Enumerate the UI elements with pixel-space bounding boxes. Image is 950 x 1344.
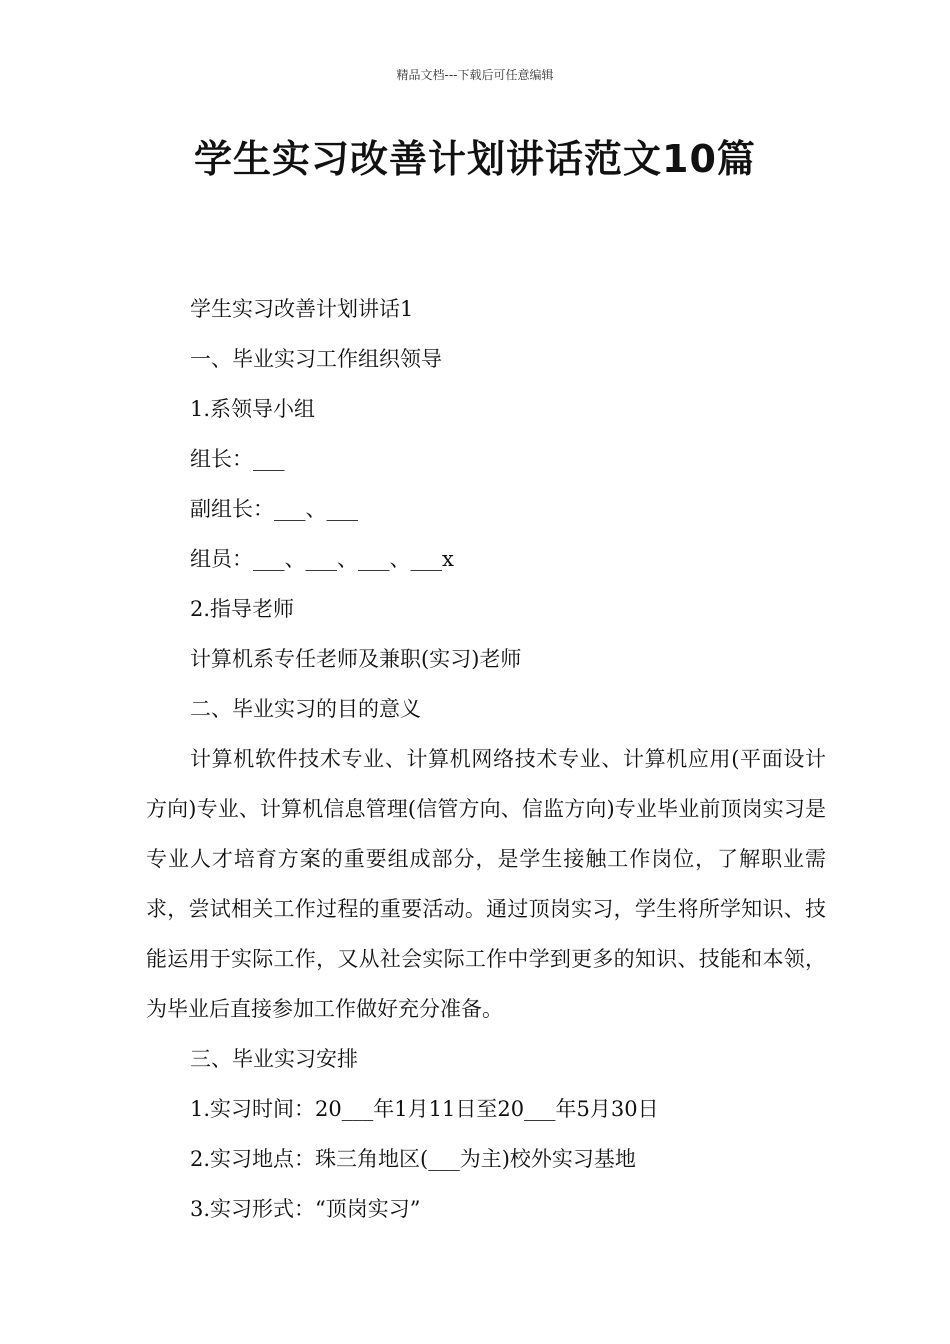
document-title: 学生实习改善计划讲话范文10篇 <box>194 137 756 181</box>
item2-heading: 2.指导老师 <box>190 597 295 621</box>
section-heading: 学生实习改善计划讲话1 <box>190 297 414 321</box>
item1-heading: 1.系领导小组 <box>190 397 316 421</box>
part2-heading: 二、毕业实习的目的意义 <box>190 697 421 721</box>
document-body <box>146 284 826 1234</box>
vice-leader-line: 副组长：___、___ <box>190 497 358 521</box>
header-note: 精品文档---下载后可任意编辑 <box>396 68 554 82</box>
location-line: 2.实习地点：珠三角地区(___为主)校外实习基地 <box>190 1147 636 1171</box>
leader-line: 组长：___ <box>190 447 285 471</box>
teachers-line: 计算机系专任老师及兼职(实习)老师 <box>190 647 522 671</box>
form-line: 3.实习形式：“顶岗实习” <box>190 1197 421 1221</box>
part3-heading: 三、毕业实习安排 <box>190 1047 358 1071</box>
members-line: 组员：___、___、___、___x <box>190 547 454 571</box>
purpose-paragraph: 计算机软件技术专业、计算机网络技术专业、计算机应用(平面设计方向)专业、计算机信息管理(信管方向、信监方向)专业毕业前顶岗实习是专业人才培育方案的重要组成部分，是学生接触工作岗位，了解职业需求，尝试相关工作过程的重要活动。通过顶岗实习，学生将所学知识、技能运用于实际工作，又从社会实际工作中学到更多的知识、技能和本领，为毕业后直接参加工作做好充分准备。 <box>146 747 826 1021</box>
time-line: 1.实习时间：20___年1月11日至20___年5月30日 <box>190 1097 659 1121</box>
part1-heading: 一、毕业实习工作组织领导 <box>190 347 442 371</box>
